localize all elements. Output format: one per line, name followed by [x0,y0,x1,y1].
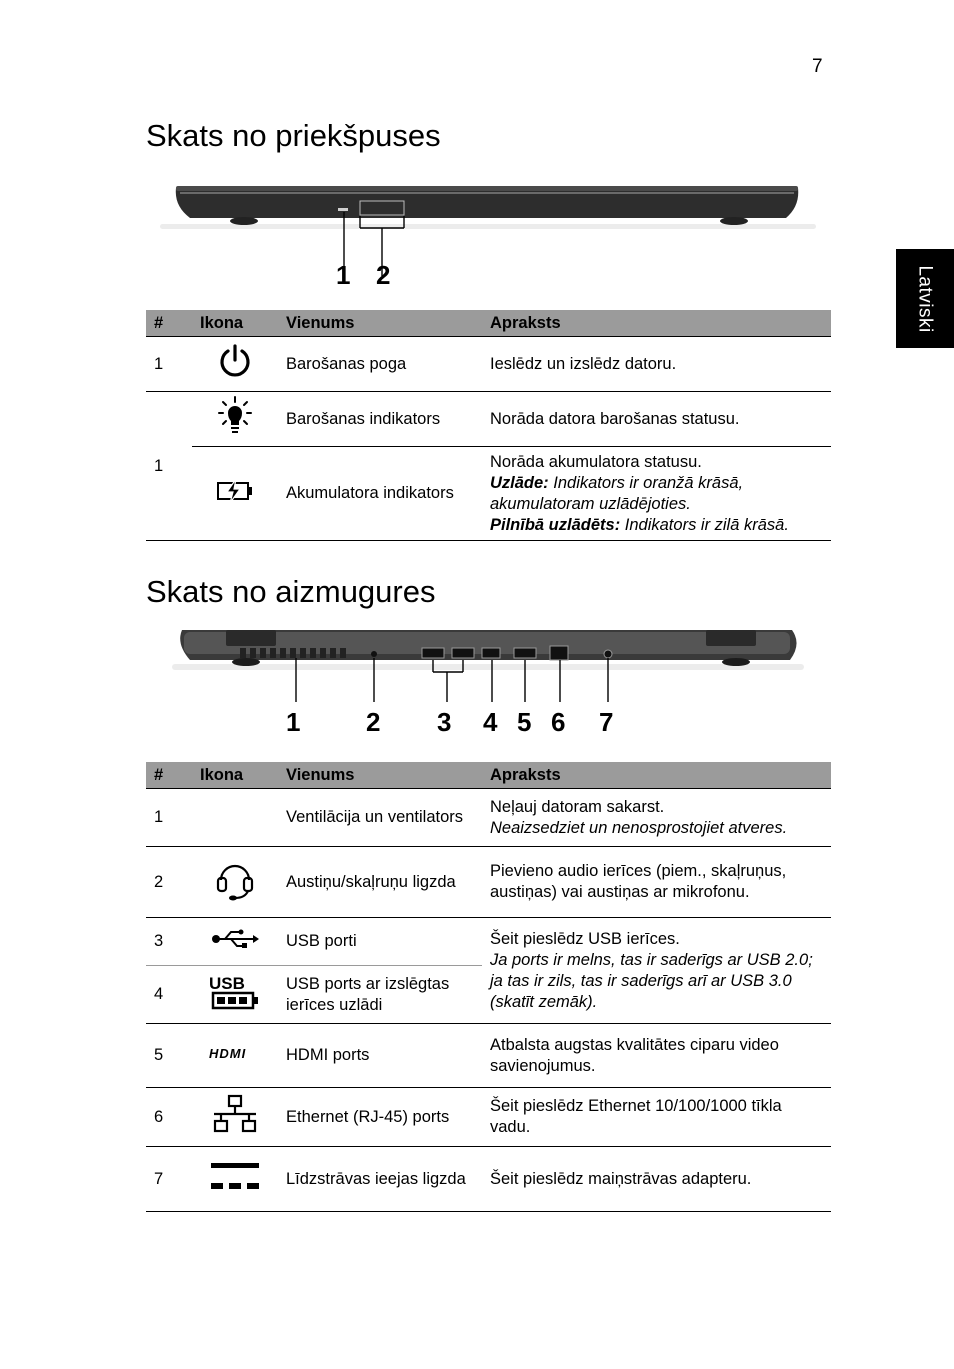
row-description: Šeit pieslēdz maiņstrāvas adapteru. [482,1147,831,1212]
rear-callout-4: 4 [483,707,498,737]
row-number: 4 [146,966,192,1024]
table-header-row [146,310,831,337]
header-icon: Ikona [192,762,278,789]
header-item: Vienums [278,310,482,337]
usb-note: Ja ports ir melns, tas ir saderīgs ar USB 2.0; ja tas ir zils, tas ir saderīgs arī ar USB 3.0 (skatīt zemāk). [490,950,813,1011]
usb-icon [211,929,259,949]
table-row [146,847,831,918]
row-number: 7 [146,1147,192,1212]
row-description: Atbalsta augstas kvalitātes ciparu video savienojumus. [482,1024,831,1088]
charging-text: Indikators ir oranžā krāsā, akumulatoram uzlādējoties. [490,473,744,513]
row-item: Līdzstrāvas ieejas ligzda [278,1147,482,1212]
language-tab-label: Latviski [915,264,937,333]
table-row [146,392,831,447]
rear-callout-3: 3 [437,707,452,737]
front-callout-1: 1 [336,260,351,290]
table-row [146,918,831,966]
row-description: Pievieno audio ierīces (piem., skaļruņus, austiņas) vai austiņas ar mikrofonu. [482,847,831,918]
dc-in-icon [210,1161,260,1191]
row-item: Austiņu/skaļruņu ligzda [278,847,482,918]
row-item: Ventilācija un ventilators [278,789,482,847]
full-charge-text: Indikators ir zilā krāsā. [624,515,789,534]
row-number: 2 [146,847,192,918]
headset-icon [215,856,255,902]
row-description: Šeit pieslēdz Ethernet 10/100/1000 tīkla vadu. [482,1088,831,1147]
row-description: Norāda datora barošanas statusu. [482,392,831,447]
row-item: Ethernet (RJ-45) ports [278,1088,482,1147]
header-description: Apraksts [482,762,831,789]
row-description: Ieslēdz un izslēdz datoru. [482,337,831,392]
hdmi-icon [209,1046,261,1060]
rear-callout-1: 1 [286,707,301,737]
header-icon: Ikona [192,310,278,337]
vent-text: Neļauj datoram sakarst. [490,797,665,816]
table-row [146,1024,831,1088]
charging-label: Uzlāde: [490,473,549,492]
row-item: Akumulatora indikators [278,447,482,541]
ethernet-icon [212,1094,258,1134]
row-item: Barošanas poga [278,337,482,392]
rear-view-title: Skats no aizmugures [146,574,436,609]
power-indicator-icon [218,396,252,436]
rear-callout-7: 7 [599,707,614,737]
page-number: 7 [812,56,823,77]
front-view-title: Skats no priekšpuses [146,118,441,153]
battery-status-text: Norāda akumulatora statusu. [490,452,702,471]
row-number: 3 [146,918,192,966]
header-description: Apraksts [482,310,831,337]
usb-text: Šeit pieslēdz USB ierīces. [490,929,680,948]
usb-glyph: USB [209,973,245,993]
row-item: USB ports ar izslēgtas ierīces uzlādi [278,966,482,1024]
hdmi-glyph: HDMI [209,1046,247,1060]
rear-callout-5: 5 [517,707,532,737]
full-charge-label: Pilnībā uzlādēts: [490,515,621,534]
row-description [482,918,831,1024]
row-number: 6 [146,1088,192,1147]
row-number: 1 [146,337,192,392]
row-number: 1 [146,789,192,847]
row-description [482,789,831,847]
row-number: 1 [146,392,192,541]
table-header-row [146,762,831,789]
table-row [146,337,831,392]
row-item: Barošanas indikators [278,392,482,447]
rear-callout-6: 6 [551,707,566,737]
row-item: USB porti [278,918,482,966]
row-item: HDMI ports [278,1024,482,1088]
table-row [146,1147,831,1212]
header-item: Vienums [278,762,482,789]
battery-indicator-icon [216,478,254,504]
rear-view-table [146,762,831,1212]
table-row [146,1088,831,1147]
vent-warning: Neaizsedziet un nenosprostojiet atveres. [490,818,788,837]
table-row [146,789,831,847]
front-view-laptop-illustration [160,180,820,300]
rear-callout-2: 2 [366,707,381,737]
row-description [482,447,831,541]
header-number: # [146,762,192,789]
usb-charge-icon [207,973,263,1011]
rear-view-laptop-illustration [170,624,810,714]
row-number: 5 [146,1024,192,1088]
power-button-icon [217,343,253,379]
table-row [146,447,831,541]
front-view-table [146,310,831,541]
language-tab [896,249,954,348]
header-number: # [146,310,192,337]
front-callout-2: 2 [376,260,391,290]
